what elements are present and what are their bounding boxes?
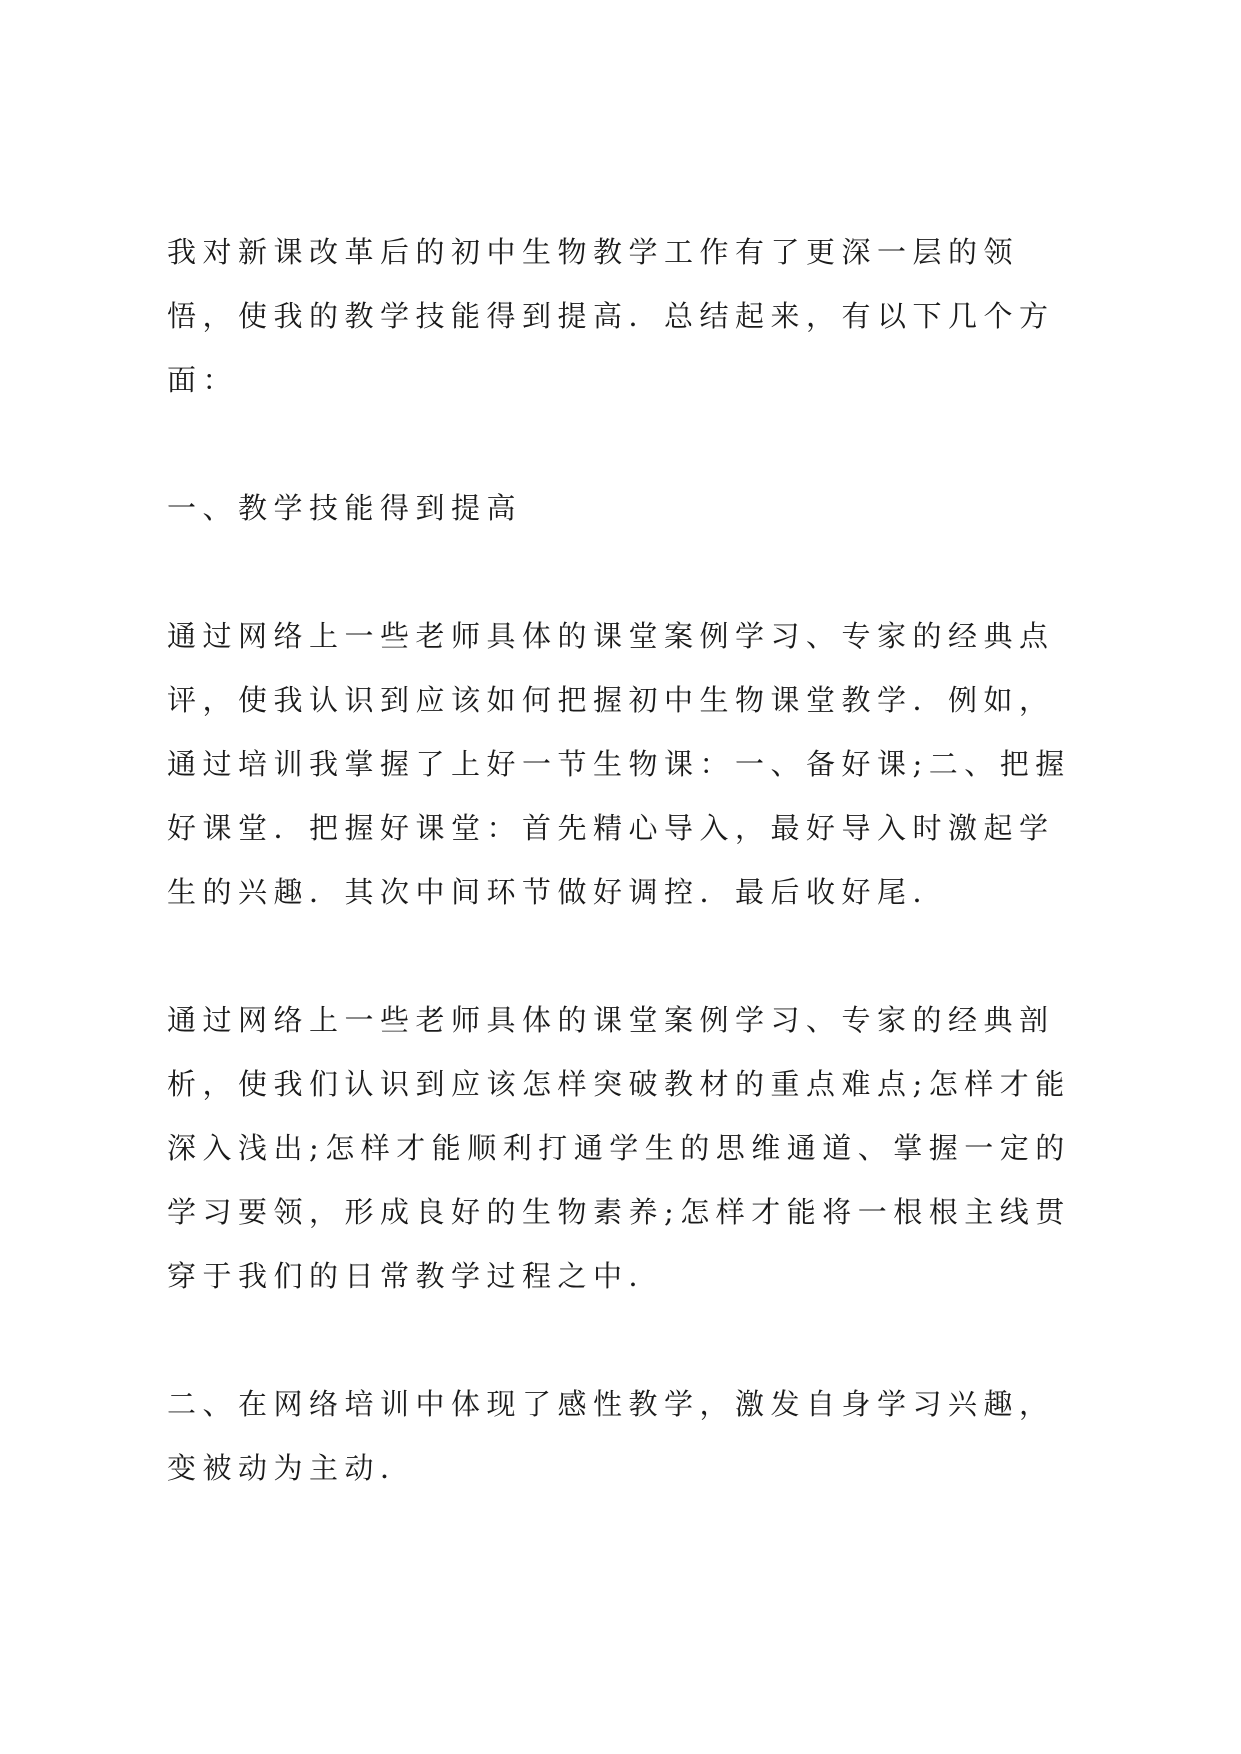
section-heading-1: 一、教学技能得到提高 — [167, 491, 523, 525]
document-body — [167, 220, 1082, 1500]
paragraph-course-mastery: 通过网络上一些老师具体的课堂案例学习、专家的经典点评，使我认识到应该如何把握初中生物课堂教学．例如，通过培训我掌握了上好一节生物课：一、备好课;二、把握好课堂．把握好课堂：首先精心导入，最好导入时激起学生的兴趣．其次中间环节做好调控．最后收好尾． — [167, 619, 1071, 909]
paragraph-teaching-methods: 通过网络上一些老师具体的课堂案例学习、专家的经典剖析，使我们认识到应该怎样突破教材的重点难点;怎样才能深入浅出;怎样才能顺利打通学生的思维通道、掌握一定的学习要领，形成良好的生物素养;怎样才能将一根根主线贯穿于我们的日常教学过程之中． — [167, 1003, 1071, 1293]
section-heading-2: 二、在网络培训中体现了感性教学，激发自身学习兴趣，变被动为主动． — [167, 1387, 1055, 1485]
paragraph-intro: 我对新课改革后的初中生物教学工作有了更深一层的领悟，使我的教学技能得到提高．总结起来，有以下几个方面： — [167, 235, 1055, 397]
